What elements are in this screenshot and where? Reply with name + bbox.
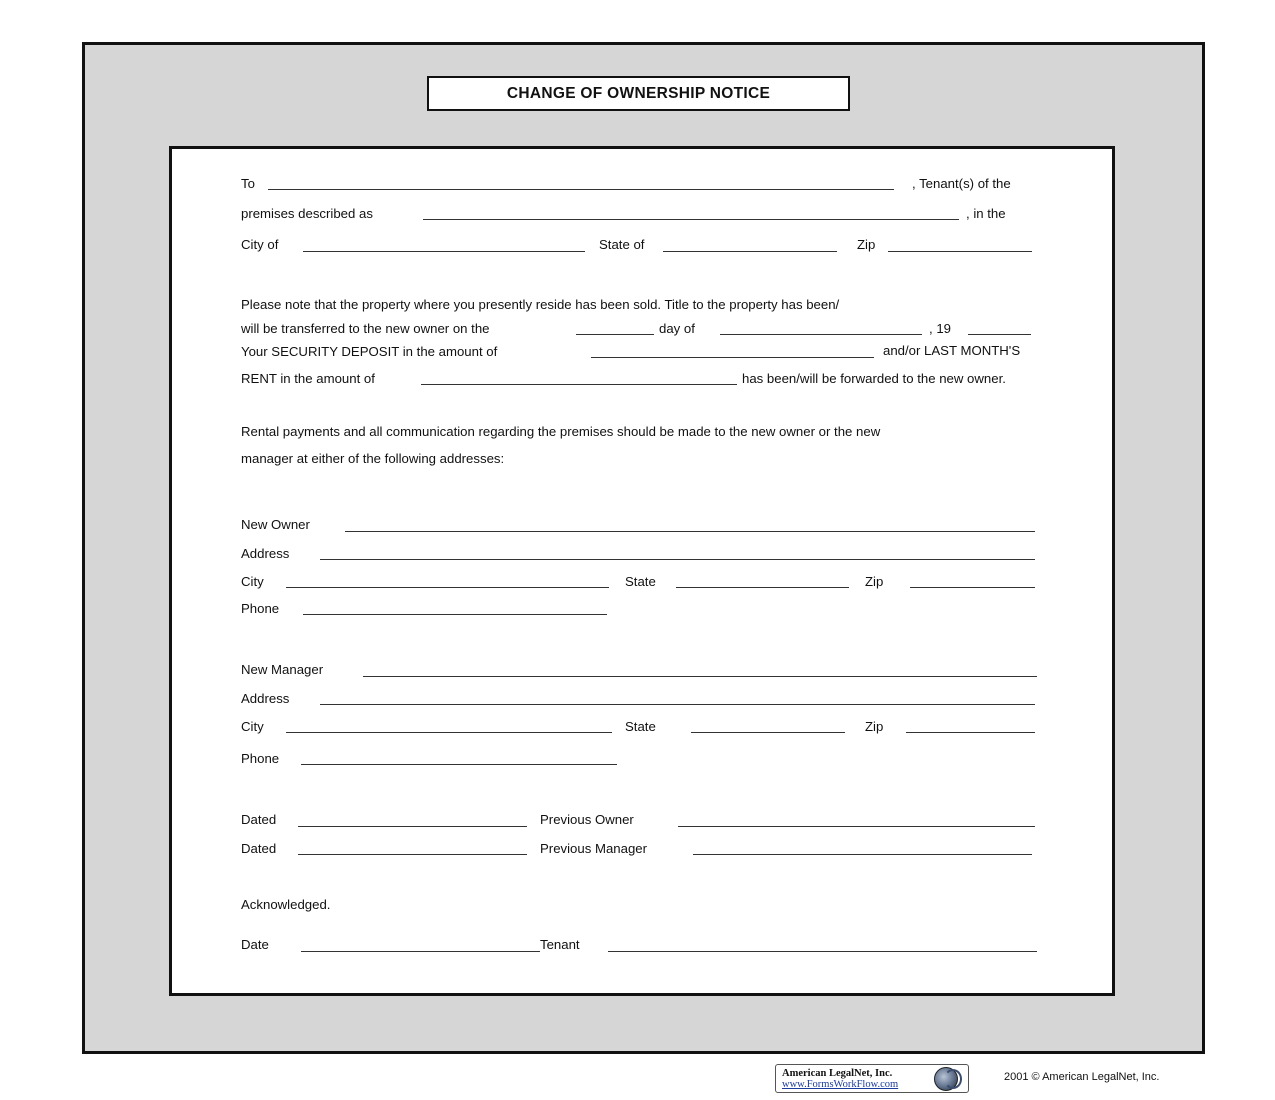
last-month-label: and/or LAST MONTH'S bbox=[883, 343, 1021, 358]
owner-dated-field[interactable] bbox=[298, 826, 527, 827]
transfer-year-field[interactable] bbox=[968, 334, 1031, 335]
new-manager-state-field[interactable] bbox=[691, 732, 845, 733]
new-owner-name-field[interactable] bbox=[345, 531, 1035, 532]
transfer-day-field[interactable] bbox=[576, 334, 654, 335]
new-owner-phone-label: Phone bbox=[241, 601, 280, 616]
american-legalnet-logo[interactable] bbox=[775, 1064, 969, 1093]
forwarded-label: has been/will be forwarded to the new owner. bbox=[742, 371, 1006, 386]
state-field[interactable] bbox=[663, 251, 837, 252]
in-the-label: , in the bbox=[966, 206, 1006, 221]
rent-amount-label: RENT in the amount of bbox=[241, 371, 375, 386]
manager-dated-field[interactable] bbox=[298, 854, 527, 855]
new-owner-zip-field[interactable] bbox=[910, 587, 1035, 588]
new-manager-zip-field[interactable] bbox=[906, 732, 1035, 733]
new-manager-address-field[interactable] bbox=[320, 704, 1035, 705]
transfer-label: will be transferred to the new owner on the bbox=[241, 321, 490, 336]
state-of-label: State of bbox=[599, 237, 645, 252]
owner-dated-label: Dated bbox=[241, 812, 277, 827]
new-owner-city-field[interactable] bbox=[286, 587, 609, 588]
city-field[interactable] bbox=[303, 251, 585, 252]
notice-line-1: Please note that the property where you presently reside has been sold. Title to the property has been/ bbox=[241, 297, 840, 312]
new-manager-state-label: State bbox=[625, 719, 656, 734]
new-manager-zip-label: Zip bbox=[865, 719, 884, 734]
year-prefix-label: , 19 bbox=[929, 321, 951, 336]
transfer-month-field[interactable] bbox=[720, 334, 922, 335]
logo-url-link[interactable]: www.FormsWorkFlow.com bbox=[782, 1079, 899, 1090]
new-owner-label: New Owner bbox=[241, 517, 310, 532]
payments-line-1: Rental payments and all communication regarding the premises should be made to the new owner or the new bbox=[241, 424, 881, 439]
tenants-of-the-label: , Tenant(s) of the bbox=[912, 176, 1011, 191]
zip-field[interactable] bbox=[888, 251, 1032, 252]
previous-owner-label: Previous Owner bbox=[540, 812, 634, 827]
new-manager-name-field[interactable] bbox=[363, 676, 1037, 677]
acknowledged-label: Acknowledged. bbox=[241, 897, 331, 912]
previous-manager-label: Previous Manager bbox=[540, 841, 648, 856]
rent-amount-field[interactable] bbox=[421, 384, 737, 385]
previous-owner-field[interactable] bbox=[678, 826, 1035, 827]
new-manager-address-label: Address bbox=[241, 691, 290, 706]
payments-line-2: manager at either of the following addresses: bbox=[241, 451, 505, 466]
city-of-label: City of bbox=[241, 237, 279, 252]
new-manager-phone-field[interactable] bbox=[301, 764, 617, 765]
globe-ring-icon bbox=[944, 1069, 962, 1089]
form-title: CHANGE OF OWNERSHIP NOTICE bbox=[427, 76, 850, 111]
tenant-name-field[interactable] bbox=[268, 189, 894, 190]
new-owner-state-label: State bbox=[625, 574, 656, 589]
premises-field[interactable] bbox=[423, 219, 959, 220]
to-label: To bbox=[241, 176, 255, 191]
new-owner-address-field[interactable] bbox=[320, 559, 1035, 560]
manager-dated-label: Dated bbox=[241, 841, 277, 856]
new-owner-city-label: City bbox=[241, 574, 264, 589]
new-manager-city-field[interactable] bbox=[286, 732, 612, 733]
new-manager-city-label: City bbox=[241, 719, 264, 734]
copyright-text: 2001 © American LegalNet, Inc. bbox=[1004, 1071, 1160, 1083]
ack-date-label: Date bbox=[241, 937, 269, 952]
new-manager-label: New Manager bbox=[241, 662, 324, 677]
new-owner-address-label: Address bbox=[241, 546, 290, 561]
security-deposit-field[interactable] bbox=[591, 357, 874, 358]
form-body bbox=[169, 146, 1115, 996]
previous-manager-field[interactable] bbox=[693, 854, 1032, 855]
ack-date-field[interactable] bbox=[301, 951, 540, 952]
tenant-signature-field[interactable] bbox=[608, 951, 1037, 952]
premises-label: premises described as bbox=[241, 206, 373, 221]
new-manager-phone-label: Phone bbox=[241, 751, 280, 766]
logo-company-name: American LegalNet, Inc. bbox=[782, 1068, 893, 1079]
tenant-label: Tenant bbox=[540, 937, 580, 952]
new-owner-phone-field[interactable] bbox=[303, 614, 607, 615]
new-owner-zip-label: Zip bbox=[865, 574, 884, 589]
security-deposit-label: Your SECURITY DEPOSIT in the amount of bbox=[241, 344, 498, 359]
day-of-label: day of bbox=[659, 321, 695, 336]
new-owner-state-field[interactable] bbox=[676, 587, 849, 588]
zip-label: Zip bbox=[857, 237, 876, 252]
